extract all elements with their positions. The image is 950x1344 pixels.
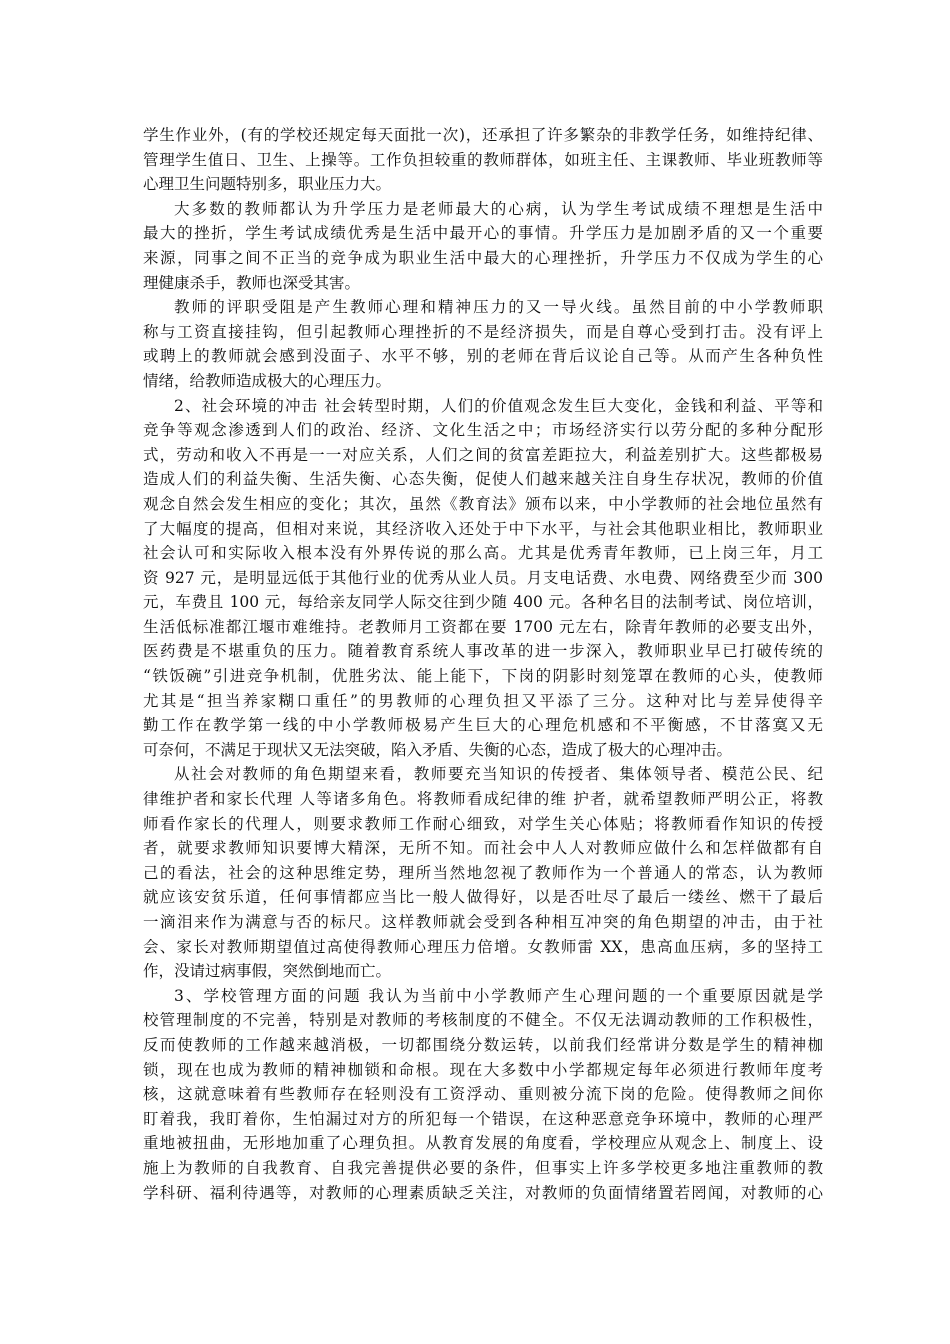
text-line: 盯着我，我盯着你，生怕漏过对方的所犯每一个错误，在这种恶意竞争环境中，教师的心理严	[143, 1109, 823, 1128]
text-line: 反而使教师的工作越来越消极，一切都围绕分数运转，以前我们经常讲分数是学生的精神枷	[143, 1035, 823, 1054]
text-line: 或聘上的教师就会感到没面子、水平不够，别的老师在背后议论自己等。从而产生各种负性	[143, 347, 823, 366]
text-line: 己的看法，社会的这种思维定势，理所当然地忽视了教师作为一个普通人的常态，认为教师	[143, 863, 823, 882]
text-line: 心理卫生问题特别多，职业压力大。	[143, 175, 392, 194]
text-line: 师看作家长的代理人，则要求教师工作耐心细致，对学生关心体贴；将教师看作知识的传授	[143, 814, 823, 833]
text-line: 勤工作在教学第一线的中小学教师极易产生巨大的心理危机感和不平衡感，不甘落寞又无	[143, 716, 823, 735]
text-line: 式，劳动和收入不再是一一对应关系，人们之间的贫富差距拉大，利益差别扩大。这些都极易	[143, 445, 823, 464]
paragraph-first-line: 2、社会环境的冲击 社会转型时期，人们的价值观念发生巨大变化，金钱和利益、平等和	[174, 396, 823, 415]
text-line: 者，就要求教师知识要博大精深，无所不知。而社会中人人对教师应做什么和怎样做都有自	[143, 839, 823, 858]
text-line: 锁，现在也成为教师的精神枷锁和命根。现在大多数中小学都规定每年必须进行教师年度考	[143, 1060, 823, 1079]
text-line: 学科研、福利待遇等，对教师的心理素质缺乏关注，对教师的负面情绪置若罔闻，对教师的心	[143, 1183, 823, 1202]
text-line: 造成人们的利益失衡、生活失衡、心态失衡，促使人们越来越关注自身生存状况，教师的价值	[143, 470, 823, 489]
text-line: 会、家长对教师期望值过高使得教师心理压力倍增。女教师雷 XX，患高血压病，多的坚持工	[143, 937, 823, 956]
text-line: 校管理制度的不完善，特别是对教师的考核制度的不健全。不仅无法调动教师的工作积极性，	[143, 1011, 823, 1030]
text-line: 来源，同事之间不正当的竞争成为职业生活中最大的心理挫折，升学压力不仅成为学生的心	[143, 248, 823, 267]
text-line: 了大幅度的提高，但相对来说，其经济收入还处于中下水平，与社会其他职业相比，教师职业	[143, 519, 823, 538]
text-line: 管理学生值日、卫生、上操等。工作负担较重的教师群体，如班主任、主课教师、毕业班教师等	[143, 150, 823, 169]
paragraph-first-line: 大多数的教师都认为升学压力是老师最大的心病，认为学生考试成绩不理想是生活中	[174, 199, 823, 218]
text-line: 医药费是不堪重负的压力。随着教育系统人事改革的进一步深入，教师职业早已打破传统的	[143, 642, 823, 661]
text-line: 可奈何，不满足于现状又无法突破，陷入矛盾、失衡的心态，造成了极大的心理冲击。	[143, 740, 733, 759]
text-line: 竞争等观念渗透到人们的政治、经济、文化生活之中；市场经济实行以劳分配的多种分配形	[143, 421, 823, 440]
text-line: 观念自然会发生相应的变化；其次，虽然《教育法》颁布以来，中小学教师的社会地位虽然有	[143, 494, 823, 513]
text-line: 元，车费且 100 元，每给亲友同学人际交往到少随 400 元。各种名目的法制考试、岗位培训，	[143, 593, 823, 612]
text-line: 一滴泪来作为满意与否的标尺。这样教师就会受到各种相互冲突的角色期望的冲击，由于社	[143, 913, 823, 931]
text-line: 就应该安贫乐道，任何事情都应当比一般人做得好，以是否吐尽了最后一缕丝、燃干了最后	[143, 888, 823, 907]
body-text	[143, 123, 823, 1205]
text-line: 称与工资直接挂钩，但引起教师心理挫折的不是经济损失，而是自尊心受到打击。没有评上	[143, 322, 823, 341]
text-line: “铁饭碗”引进竞争机制，优胜劣汰、能上能下，下岗的阴影时刻笼罩在教师的心头，使教师	[143, 667, 823, 686]
paragraph-first-line: 3、学校管理方面的问题 我认为当前中小学教师产生心理问题的一个重要原因就是学	[174, 986, 823, 1005]
text-line: 尤其是“担当养家糊口重任”的男教师的心理负担又平添了三分。这种对比与差异使得辛	[143, 691, 823, 710]
paragraph-first-line: 从社会对教师的角色期望来看，教师要充当知识的传授者、集体领导者、模范公民、纪	[174, 765, 823, 784]
text-line: 最大的挫折，学生考试成绩优秀是生活中最开心的事情。升学压力是加剧矛盾的又一个重要	[143, 224, 823, 243]
text-line: 核，这就意味着有些教师存在轻则没有工资浮动、重则被分流下岗的危险。使得教师之间你	[143, 1085, 823, 1104]
text-line: 作，没请过病事假，突然倒地而亡。	[143, 962, 392, 981]
paragraph-first-line: 教师的评职受阻是产生教师心理和精神压力的又一导火线。虽然目前的中小学教师职	[174, 298, 823, 317]
text-line: 重地被扭曲，无形地加重了心理负担。从教育发展的角度看，学校理应从观念上、制度上、设	[143, 1134, 823, 1153]
text-line: 理健康杀手，教师也深受其害。	[143, 273, 361, 292]
text-line: 施上为教师的自我教育、自我完善提供必要的条件，但事实上许多学校更多地注重教师的教	[143, 1158, 823, 1177]
text-line: 生活低标准都江堰市难维持。老教师月工资都在要 1700 元左右，除青年教师的必要支出外，	[143, 617, 823, 636]
text-line: 情绪，给教师造成极大的心理压力。	[143, 371, 392, 390]
text-line: 律维护者和家长代理 人等诸多角色。将教师看成纪律的维 护者，就希望教师严明公正，将教	[143, 790, 823, 809]
text-line: 社会认可和实际收入根本没有外界传说的那么高。尤其是优秀青年教师，已上岗三年，月工	[143, 544, 823, 563]
text-line: 资 927 元，是明显远低于其他行业的优秀从业人员。月支电话费、水电费、网络费至少而 300	[143, 568, 823, 587]
text-line: 学生作业外，(有的学校还规定每天面批一次)，还承担了许多繁杂的非教学任务，如维持纪律、	[143, 126, 823, 144]
